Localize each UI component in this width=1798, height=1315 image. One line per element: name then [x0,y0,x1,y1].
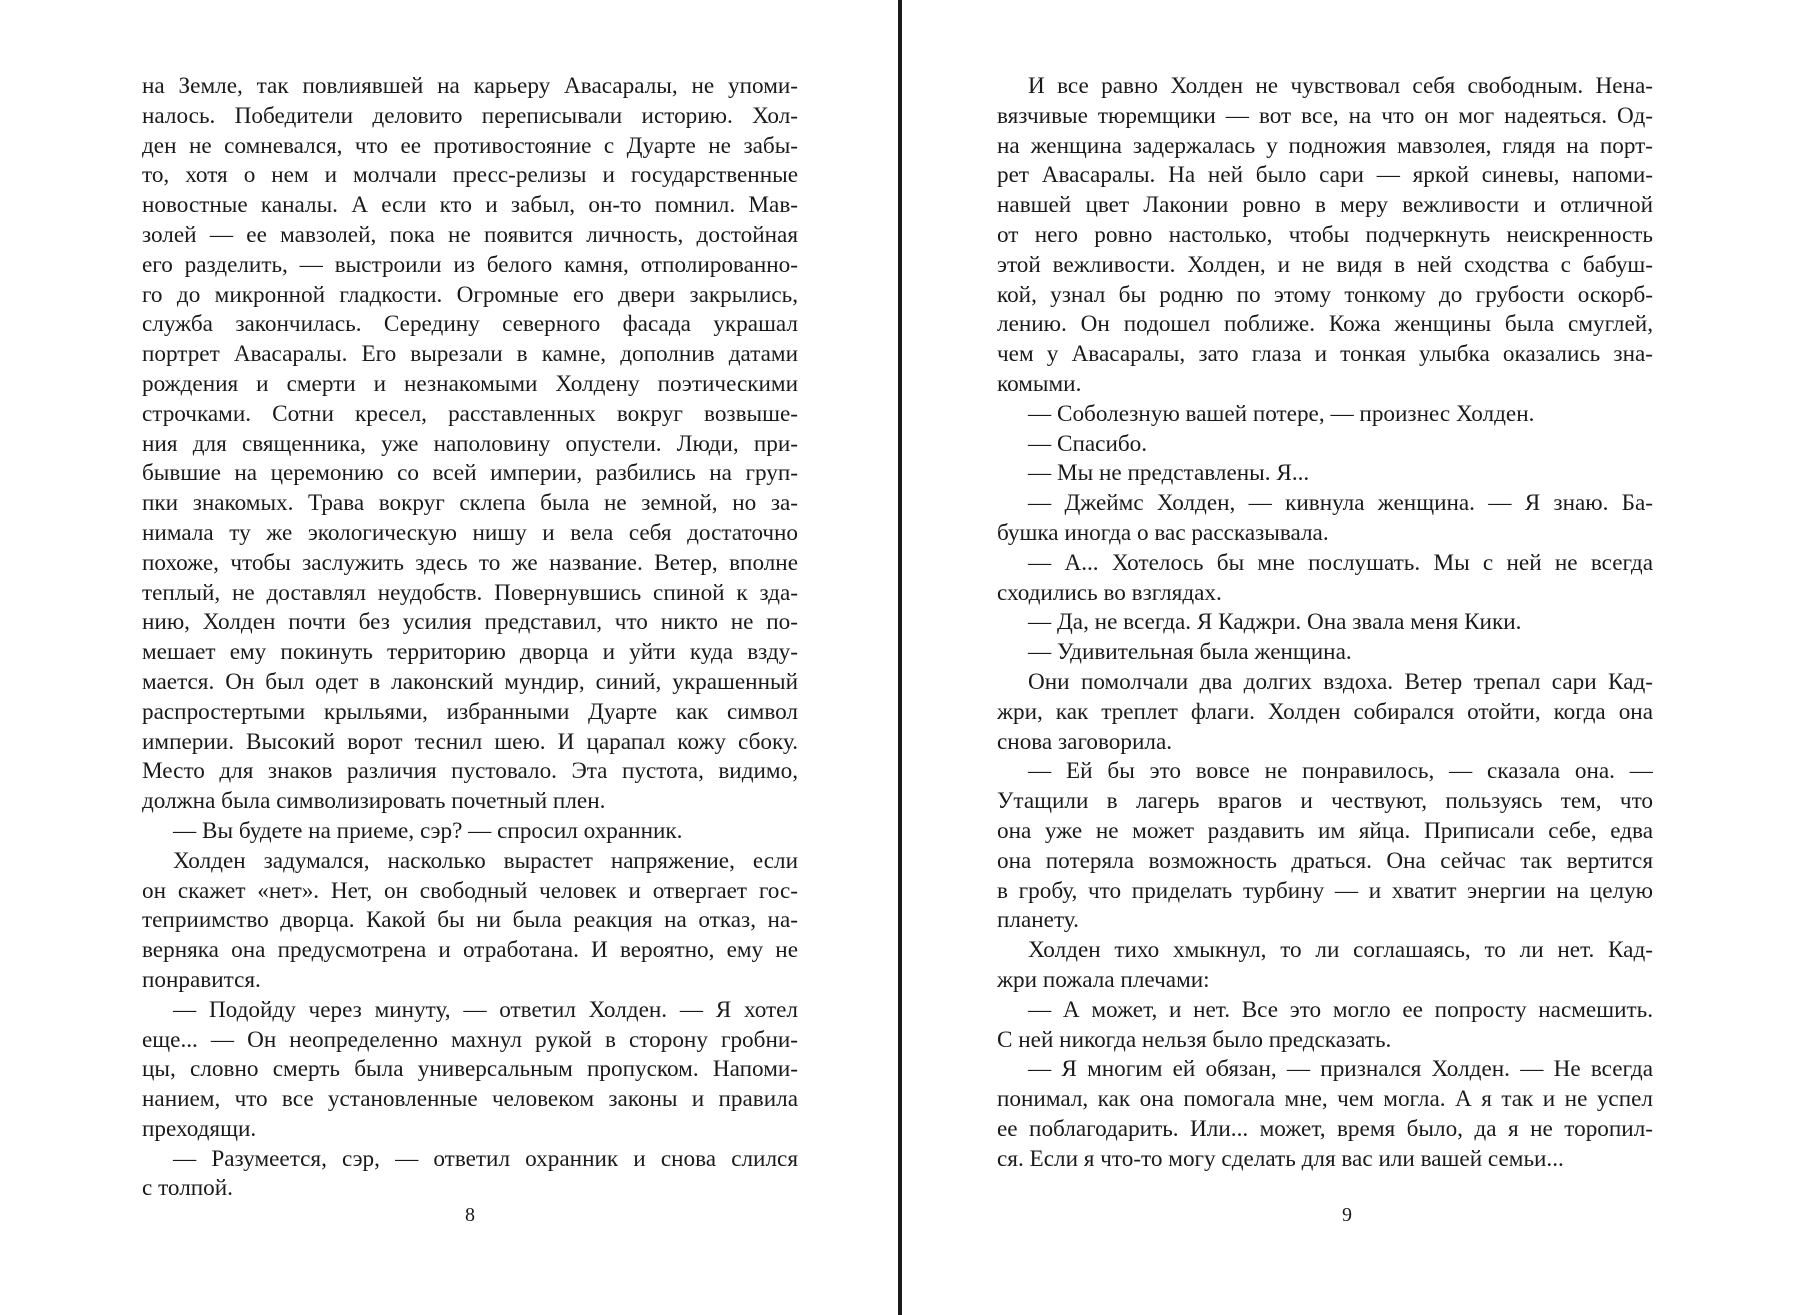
text-line: его разделить, — выстроили из белого камня, отполированно- [142,251,798,278]
text-line: Утащили в лагерь врагов и чествуют, пользуясь тем, что [997,788,1653,815]
right-page-number: 9 [1342,1204,1352,1226]
text-line: — Соболезную вашей потере, — произнес Холден. [1028,400,1535,427]
text-line: на женщина задержалась у подножия мавзолея, глядя на порт- [997,132,1653,159]
text-line: мается. Он был одет в лаконский мундир, синий, украшенный [142,668,798,695]
text-line: комыми. [997,370,1082,397]
text-line: новостные каналы. А если кто и забыл, он-то помнил. Мав- [142,192,798,219]
text-line: вязчивые тюремщики — вот все, на что он мог надеяться. Од- [997,102,1653,129]
text-line: понравится. [142,966,261,993]
text-line: И все равно Холден не чувствовал себя свободным. Нена- [1028,73,1653,99]
text-line: похоже, чтобы заслужить здесь то же название. Ветер, вполне [142,549,798,576]
text-line: налось. Победители деловито переписывали историю. Хол- [142,102,798,129]
left-page-number: 8 [465,1204,475,1226]
text-line: теприимство дворца. Какой бы ни была реакция на отказ, на- [142,907,798,934]
left-page [0,0,898,1315]
text-line: Холден задумался, насколько вырастет напряжение, если [173,847,798,874]
text-line: — Вы будете на приеме, сэр? — спросил охранник. [173,817,683,844]
text-line: Они помолчали два долгих вздоха. Ветер трепал сари Кад- [1028,668,1653,695]
text-line: рет Авасаралы. На ней было сари — яркой синевы, напоми- [997,162,1653,189]
text-line: теплый, не доставлял неудобств. Повернувшись спиной к зда- [142,579,798,606]
text-line: на Земле, так повлиявшей на карьеру Авасаралы, не упоми- [142,73,798,99]
text-line: кой, узнал бы родню по этому тонкому до грубости оскорб- [997,281,1653,308]
text-line: сходились во взглядах. [997,579,1222,606]
text-line: понимал, как она помогала мне, чем могла. А я так и не успел [997,1086,1653,1113]
text-line: — Подойду через минуту, — ответил Холден. — Я хотел [173,996,798,1023]
text-line: бушка иногда о вас рассказывала. [997,519,1329,546]
text-line: в гробу, что приделать турбину — и хватит энергии на целую [997,877,1653,904]
text-line: планету. [997,907,1079,934]
text-line: верняка она предусмотрена и отработана. И вероятно, ему не [142,937,798,964]
text-line: она потеряла возможность драться. Она сейчас так вертится [997,847,1653,874]
text-line: преходящи. [142,1115,257,1142]
text-line: ден не сомневался, что ее противостояние с Дуарте не забы- [142,132,798,159]
text-line: жри, как треплет флаги. Холден собирался отойти, когда она [997,698,1653,725]
text-line: строчками. Сотни кресел, расставленных вокруг возвыше- [142,400,798,427]
text-line: жри пожала плечами: [997,966,1210,993]
text-line: — Да, не всегда. Я Каджри. Она звала меня Кики. [1028,609,1522,636]
text-line: — Я многим ей обязан, — признался Холден. — Не всегда [1028,1056,1653,1083]
text-line: нанием, что все установленные человеком законы и правила [142,1086,798,1113]
text-line: навшей цвет Лаконии ровно в меру вежливости и отличной [997,192,1653,219]
text-line: ния для священника, уже наполовину опустели. Люди, при- [142,430,798,457]
text-line: нию, Холден почти без усилия представил, что никто не по- [142,609,798,636]
text-line: — Джеймс Холден, — кивнула женщина. — Я знаю. Ба- [1028,490,1653,517]
text-line: — Ей бы это вовсе не понравилось, — сказала она. — [1028,758,1653,785]
text-line: рождения и смерти и незнакомыми Холдену поэтическими [142,370,798,397]
right-page-text [997,72,1653,1174]
text-line: — Спасибо. [1028,430,1148,457]
text-line: она уже не может раздавить им яйца. Приписали себе, едва [997,817,1653,844]
text-line: бывшие на церемонию со всей империи, разбились на груп- [142,460,798,487]
text-line: еще... — Он неопределенно махнул рукой в сторону гробни- [142,1026,798,1053]
text-line: го до микронной гладкости. Огромные его двери закрылись, [142,281,798,308]
text-line: С ней никогда нельзя было предсказать. [997,1026,1392,1053]
text-line: пки знакомых. Трава вокруг склепа была не земной, но за- [142,490,798,517]
text-line: мешает ему покинуть территорию дворца и уйти куда взду- [142,639,798,666]
text-line: — А может, и нет. Все это могло ее попросту насмешить. [1028,996,1653,1023]
text-line: с толпой. [142,1175,233,1202]
text-line: Холден тихо хмыкнул, то ли соглашаясь, то ли нет. Кад- [1028,937,1653,964]
text-line: — А... Хотелось бы мне послушать. Мы с ней не всегда [1028,549,1653,576]
text-line: — Мы не представлены. Я... [1028,460,1310,487]
text-line: чем у Авасаралы, зато глаза и тонкая улыбка оказались зна- [997,341,1653,368]
text-line: империи. Высокий ворот теснил шею. И царапал кожу сбоку. [142,728,798,755]
text-line: ее поблагодарить. Или... может, время было, да я не торопил- [997,1115,1653,1142]
text-line: служба закончилась. Середину северного фасада украшал [142,311,798,338]
text-line: этой вежливости. Холден, и не видя в ней сходства с бабуш- [997,251,1653,278]
text-line: от него ровно настолько, чтобы подчеркнуть неискренность [997,221,1653,248]
text-line: цы, словно смерть была универсальным пропуском. Напоми- [142,1056,798,1083]
text-line: ся. Если я что-то могу сделать для вас или вашей семьи... [997,1145,1564,1172]
text-line: снова заговорила. [997,728,1173,755]
text-line: — Разумеется, сэр, — ответил охранник и снова слился [173,1145,798,1172]
text-line: то, хотя о нем и молчали пресс-релизы и государственные [142,162,798,189]
text-line: золей — ее мавзолей, пока не появится личность, достойная [142,221,798,248]
text-line: нимала ту же экологическую нишу и вела себя достаточно [142,519,798,546]
text-line: Место для знаков различия пустовало. Эта пустота, видимо, [142,758,798,785]
text-line: портрет Авасаралы. Его вырезали в камне, дополнив датами [142,341,798,368]
right-page [905,0,1798,1315]
text-line: распростертыми крыльями, избранными Дуарте как символ [142,698,798,725]
book-spine [898,0,902,1315]
text-line: он скажет «нет». Нет, он свободный человек и отвергает гос- [142,877,798,904]
text-line: должна была символизировать почетный плен. [142,788,606,815]
text-line: — Удивительная была женщина. [1028,639,1352,666]
left-page-text [142,72,798,1204]
text-line: лению. Он подошел поближе. Кожа женщины была смуглей, [997,311,1653,338]
